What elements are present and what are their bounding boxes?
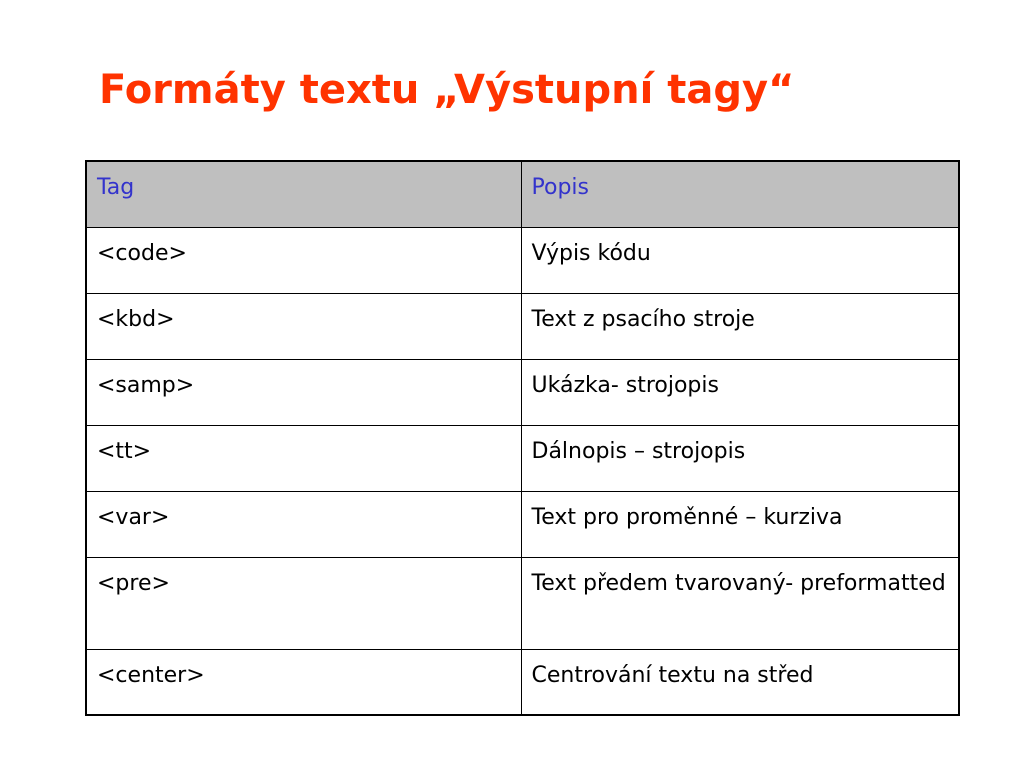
table-row [86, 649, 959, 715]
tag-cell: <center> [86, 649, 521, 715]
description-cell: Text pro proměnné – kurziva [521, 491, 959, 557]
description-cell: Ukázka- strojopis [521, 359, 959, 425]
tag-cell: <tt> [86, 425, 521, 491]
header-popis: Popis [521, 161, 959, 227]
description-cell: Text předem tvarovaný- preformatted [521, 557, 959, 649]
description-cell: Dálnopis – strojopis [521, 425, 959, 491]
slide-title: Formáty textu „Výstupní tagy“ [99, 67, 795, 113]
header-tag: Tag [86, 161, 521, 227]
tag-cell: <var> [86, 491, 521, 557]
tag-cell: <kbd> [86, 293, 521, 359]
table-header-row [86, 161, 959, 227]
tags-table [85, 160, 960, 716]
table-row [86, 491, 959, 557]
description-cell: Centrování textu na střed [521, 649, 959, 715]
description-cell: Text z psacího stroje [521, 293, 959, 359]
table-row [86, 425, 959, 491]
description-cell: Výpis kódu [521, 227, 959, 293]
table-row [86, 293, 959, 359]
tag-cell: <code> [86, 227, 521, 293]
table-row [86, 227, 959, 293]
table-row [86, 557, 959, 649]
table-row [86, 359, 959, 425]
tag-cell: <samp> [86, 359, 521, 425]
tag-cell: <pre> [86, 557, 521, 649]
